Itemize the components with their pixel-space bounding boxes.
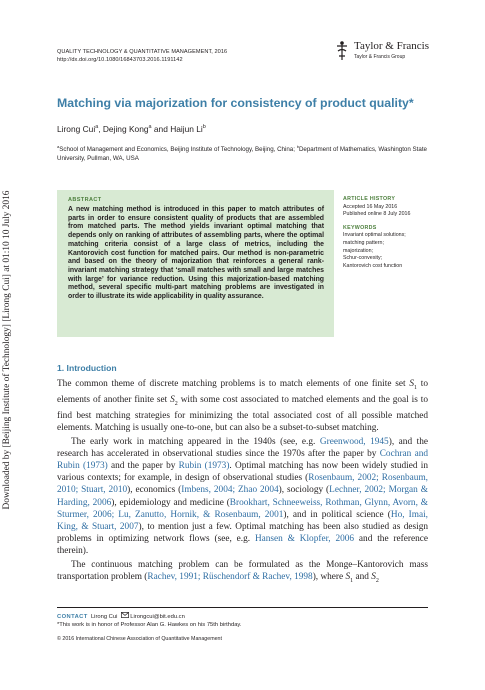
citation-link[interactable]: Rubin <box>178 461 202 472</box>
abstract-text: A new matching method is introduced in this paper to match attributes of parts in order to ensure consistent quality of products that are assembled from matched parts. The method yields invariant optimal matching that depends only on ranking of attributes of assembling parts, where the optimal matching criteria consist of a large class of metrics, including the Kantorovich cost function for matched pairs. Our method is non-parametric and based on the theory of majorization that reinforces a general rank-invariant matching strategy that ‘small matches with small and large matches with large’ for variance reduction. Using this majorization-based matching method, several specific multi-part matching problems are investigated in order to illustrate its wide applicability in quality assurance. <box>68 206 324 301</box>
publisher-group: Taylor & Francis Group <box>354 54 406 60</box>
publisher-logo <box>334 40 434 64</box>
keyword: Schur-convexity; <box>343 255 383 262</box>
keyword: matching pattern; <box>343 239 384 246</box>
affil-mark: a <box>57 143 60 149</box>
affiliation: School of Management and Economics, Beijing Institute of Technology, Beijing, China; <box>59 146 295 153</box>
author-affil-mark: a <box>148 124 152 131</box>
author-name: Haijun Li <box>170 124 203 134</box>
keywords-heading: KEYWORDS <box>343 224 377 231</box>
journal-name: QUALITY TECHNOLOGY & QUANTITATIVE MANAGEMENT, 2016 <box>57 49 228 55</box>
download-note: Downloaded by [Beijing Institute of Technology] [Lirong Cui] at 01:10 10 July 2016 <box>2 190 12 510</box>
history-heading: ARTICLE HISTORY <box>343 196 396 202</box>
citation-link[interactable]: Cochran and Rubin <box>57 449 428 472</box>
citation-link[interactable]: Imbens, 2004; Zhao 2004 <box>181 485 279 496</box>
intro-body <box>57 378 428 589</box>
contact-email[interactable]: Lirongcui@bit.edu.cn <box>130 614 185 620</box>
section-heading: 1. Introduction <box>57 363 117 373</box>
article-info <box>343 196 438 270</box>
accepted-date: Accepted 16 May 2016 <box>343 203 398 210</box>
keyword: majorization; <box>343 247 374 254</box>
citation-link[interactable]: Brookhart, Schneeweiss, Rothman, Glynn, Avorn, & Sturmer, 2006; Lu, Zanutto, Hornik, & Rosenbaum, 2001 <box>57 497 428 520</box>
affil-mark: b <box>296 143 299 149</box>
publisher-name: Taylor & Francis <box>354 40 429 52</box>
keyword: Kantorovich cost function <box>343 262 403 269</box>
contact-line <box>57 612 437 621</box>
citation-link[interactable]: (1973) <box>82 461 108 472</box>
paragraph: The common theme of discrete matching problems is to match elements of one finite set $S_1$ to elements of another finite set $S_2$ with some cost associated to matched elements and the goal is to find best matching strategies for minimizing the total associated cost of all possible matched elements. Matching is usually one-to-one, but can also be a subset-to-subset matching. <box>57 379 428 433</box>
citation-link[interactable]: Rosenbaum, 2002; Rosenbaum, 2010; Stuart, 2010 <box>57 473 428 496</box>
citation-link[interactable]: Ho, Imai, King, & Stuart, 2007 <box>57 509 429 532</box>
affiliations <box>57 143 437 164</box>
citation-link[interactable]: (1973) <box>204 461 230 472</box>
citation-link[interactable]: Lechner, 2002; Morgan & Harding, 2006 <box>57 485 428 508</box>
author-name: Dejing Kong <box>102 124 149 134</box>
keyword: Invariant optimal solutions; <box>343 232 406 239</box>
author-affil-mark: b <box>202 124 206 131</box>
author-name: Lirong Cui <box>57 124 96 134</box>
paragraph: The early work in matching appeared in the 1940s (see, e.g. Greenwood, 1945), and the research has accelerated in observational studies since the 1970s after the paper by Cochran and Rubin (1973) and the paper by Rubin (1973). Optimal matching has now been widely studied in various contexts; for example, in design of observational studies (Rosenbaum, 2002; Rosenbaum, 2010; Stuart, 2010), economics (Imbens, 2004; Zhao 2004), sociology (Lechner, 2002; Morgan & Harding, 2006), epidemiology and medicine (Brookhart, Schneeweiss, Rothman, Glynn, Avorn, & Sturmer, 2006; Lu, Zanutto, Hornik, & Rosenbaum, 2001), and in political science (Ho, Imai, King, & Stuart, 2007), to mention just a few. Optimal matching has been also studied as design problems in optimizing network flows (see, e.g. Hansen & Klopfer, 2006 and the reference therein). <box>57 437 429 556</box>
published-date: Published online 8 July 2016 <box>343 211 411 218</box>
citation-link[interactable]: Greenwood, 1945 <box>319 437 389 448</box>
citation-link[interactable]: Hansen & Klopfer, 2006 <box>254 533 355 544</box>
contact-heading: CONTACT <box>57 614 88 620</box>
honor-footnote: *This work is in honor of Professor Alan G. Hawkes on his 75th birthday. <box>57 622 242 628</box>
paper-title: Matching via majorization for consistency of product quality* <box>57 96 414 110</box>
paragraph: The continuous matching problem can be formulated as the Monge–Kantorovich mass transportation problem (Rachev, 1991; Rüschendorf & Rachev, 1998), where $S_1$ and $S_2$ <box>57 560 428 584</box>
copyright: © 2016 International Chinese Association of Quantitative Management <box>57 636 222 642</box>
citation-link[interactable]: Rachev, 1991; Rüschendorf & Rachev, 1998 <box>147 572 313 583</box>
author-list: Lirong Cui$^a$, Dejing Kong$^a$ and Haijun Li$^b$ <box>57 124 206 134</box>
abstract-heading: ABSTRACT <box>68 197 102 203</box>
contact-name: Lirong Cui <box>90 614 118 620</box>
author-affil-mark: a <box>95 124 99 131</box>
doi-link[interactable]: http://dx.doi.org/10.1080/16843703.2016.1191142 <box>57 57 183 64</box>
email-icon <box>121 612 129 618</box>
affiliation: Department of Mathematics, Washington State University, Pullman, WA, USA <box>57 146 427 162</box>
download-sidebar <box>0 150 14 550</box>
publisher-emblem-icon <box>334 40 350 62</box>
journal-header <box>57 48 227 64</box>
footnote-rule <box>57 607 428 608</box>
